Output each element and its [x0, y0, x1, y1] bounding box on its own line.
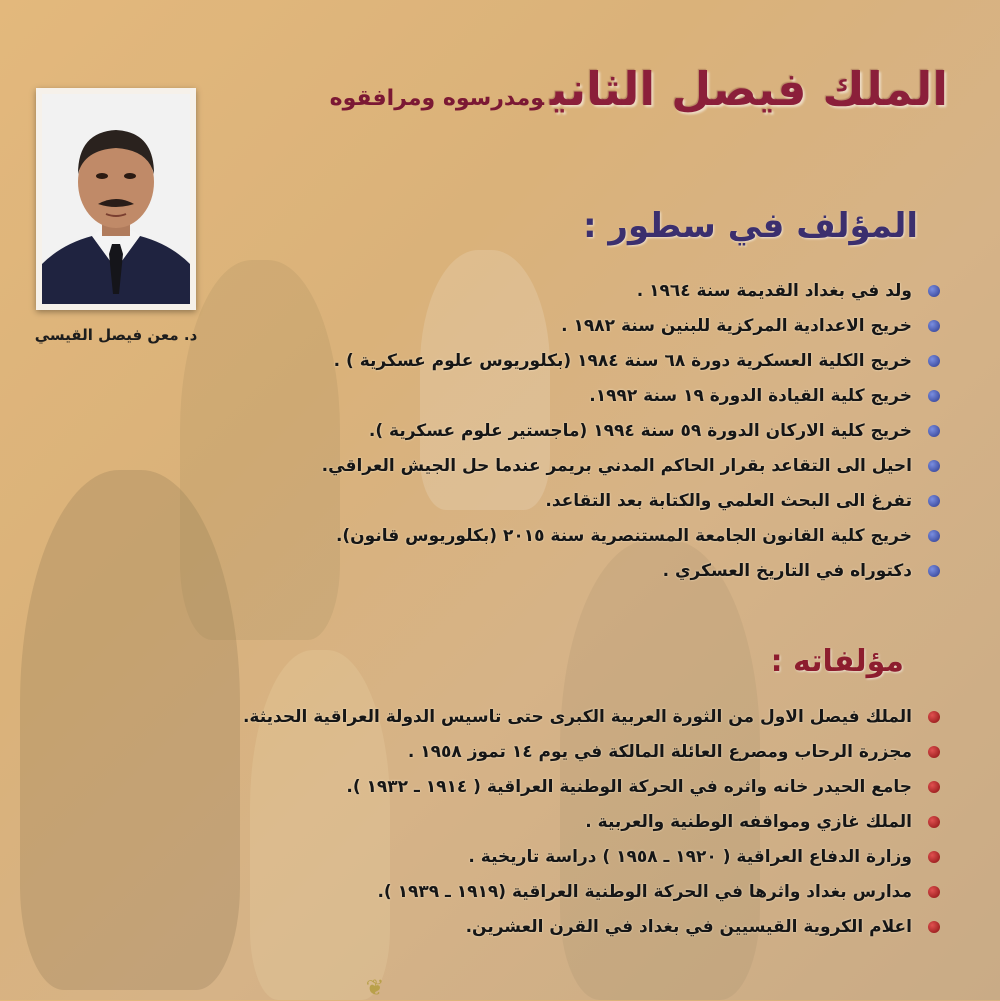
list-item-text: خريج كلية القانون الجامعة المستنصرية سنة ٢٠١٥ (بكلوريوس قانون).	[335, 526, 912, 546]
list-item	[180, 420, 940, 442]
author-photo	[42, 94, 190, 304]
list-item	[180, 916, 940, 938]
book-title-main: الملك فيصل الثاني	[550, 62, 948, 116]
list-item-text: خريج كلية القيادة الدورة ١٩ سنة ١٩٩٢.	[589, 386, 912, 406]
ornament-icon: ❦	[365, 976, 385, 1001]
list-item	[180, 455, 940, 477]
list-item-text: وزارة الدفاع العراقية ( ١٩٢٠ ـ ١٩٥٨ ) دراسة تاريخية .	[468, 847, 912, 867]
bullet-icon	[928, 565, 940, 577]
list-item	[180, 811, 940, 833]
works-heading: مؤلفاته :	[770, 644, 904, 679]
page-title	[330, 62, 948, 116]
list-item-text: الملك فيصل الاول من الثورة العربية الكبرى حتى تاسيس الدولة العراقية الحديثة.	[242, 707, 912, 727]
bullet-icon	[928, 851, 940, 863]
bullet-icon	[928, 355, 940, 367]
list-item	[180, 490, 940, 512]
bullet-icon	[928, 285, 940, 297]
list-item-text: ولد في بغداد القديمة سنة ١٩٦٤ .	[636, 281, 912, 301]
author-portrait-image	[42, 94, 190, 304]
list-item	[180, 385, 940, 407]
list-item	[180, 350, 940, 372]
list-item-text: احيل الى التقاعد بقرار الحاكم المدني بريمر عندما حل الجيش العراقي.	[321, 456, 912, 476]
author-photo-card	[36, 88, 196, 310]
list-item-text: دكتوراه في التاريخ العسكري .	[662, 561, 912, 581]
bullet-icon	[928, 495, 940, 507]
bullet-icon	[928, 320, 940, 332]
list-item	[180, 525, 940, 547]
list-item	[180, 706, 940, 728]
list-item-text: خريج الاعدادية المركزية للبنين سنة ١٩٨٢ .	[561, 316, 912, 336]
list-item	[180, 315, 940, 337]
list-item-text: مجزرة الرحاب ومصرع العائلة المالكة في يوم ١٤ تموز ١٩٥٨ .	[407, 742, 912, 762]
list-item-text: اعلام الكروية القيسيين في بغداد في القرن العشرين.	[465, 917, 912, 937]
list-item-text: الملك غازي ومواقفه الوطنية والعربية .	[585, 812, 912, 832]
bullet-icon	[928, 816, 940, 828]
bullet-icon	[928, 921, 940, 933]
bullet-icon	[928, 530, 940, 542]
list-item	[180, 280, 940, 302]
list-item-text: مدارس بغداد واثرها في الحركة الوطنية العراقية (١٩١٩ ـ ١٩٣٩ ).	[377, 882, 912, 902]
book-title-sub: ومدرسوه ومرافقوه	[329, 86, 545, 111]
list-item-text: تفرغ الى البحث العلمي والكتابة بعد التقاعد.	[545, 491, 912, 511]
list-item-text: جامع الحيدر خانه واثره في الحركة الوطنية العراقية ( ١٩١٤ ـ ١٩٣٢ ).	[346, 777, 912, 797]
list-item	[180, 741, 940, 763]
list-item	[180, 776, 940, 798]
bullet-icon	[928, 746, 940, 758]
bullet-icon	[928, 886, 940, 898]
bullet-icon	[928, 711, 940, 723]
bio-heading: المؤلف في سطور :	[582, 206, 918, 246]
list-item	[180, 560, 940, 582]
bullet-icon	[928, 460, 940, 472]
bullet-icon	[928, 425, 940, 437]
list-item	[180, 881, 940, 903]
list-item-text: خريج كلية الاركان الدورة ٥٩ سنة ١٩٩٤ (ماجستير علوم عسكرية ).	[368, 421, 912, 441]
author-caption: د. معن فيصل القيسي	[34, 326, 198, 344]
bullet-icon	[928, 390, 940, 402]
list-item-text: خريج الكلية العسكرية دورة ٦٨ سنة ١٩٨٤ (بكلوريوس علوم عسكرية ) .	[333, 351, 912, 371]
bullet-icon	[928, 781, 940, 793]
list-item	[180, 846, 940, 868]
works-list	[180, 706, 940, 951]
bio-list	[180, 280, 940, 595]
